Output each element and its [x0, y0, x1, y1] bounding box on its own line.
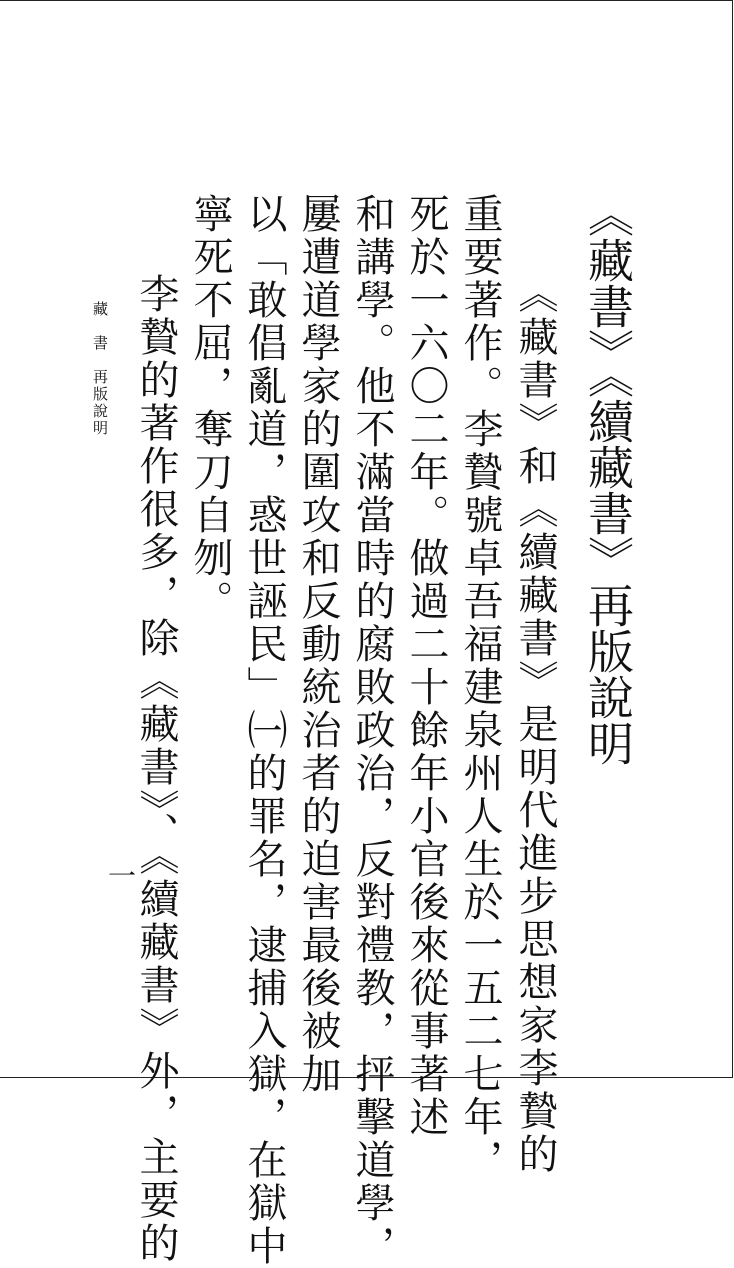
page-number: 一 [104, 861, 137, 889]
paragraph-line-4: 和講學。他不滿當時的腐敗政治，反對禮教，抨擊道學， [349, 193, 395, 1268]
paragraph-line-8: 李贄的著作很多，除《藏書》、《續藏書》外，主要的 [133, 273, 179, 1265]
page-title: 《藏書》《續藏書》再版說明 [581, 191, 635, 766]
paragraph-line-2: 重要著作。李贄號卓吾福建泉州人生於一五二七年， [457, 193, 503, 1182]
paragraph-line-5: 屢遭道學家的圍攻和反動統治者的迫害最後被加 [295, 193, 341, 1096]
running-head: 藏 書 再版說明 [91, 301, 109, 437]
paragraph-line-3: 死於一六〇二年。做過二十餘年小官後來從事著述 [403, 193, 449, 1139]
paragraph-line-1: 《藏書》和《續藏書》是明代進步思想家李贄的 [512, 273, 558, 1176]
paragraph-line-6: 以「敢倡亂道，惑世誣民」㈠的罪名，逮捕入獄，在獄中 [241, 193, 287, 1268]
paragraph-line-7: 寧死不屈，奪刀自刎。 [187, 193, 233, 623]
